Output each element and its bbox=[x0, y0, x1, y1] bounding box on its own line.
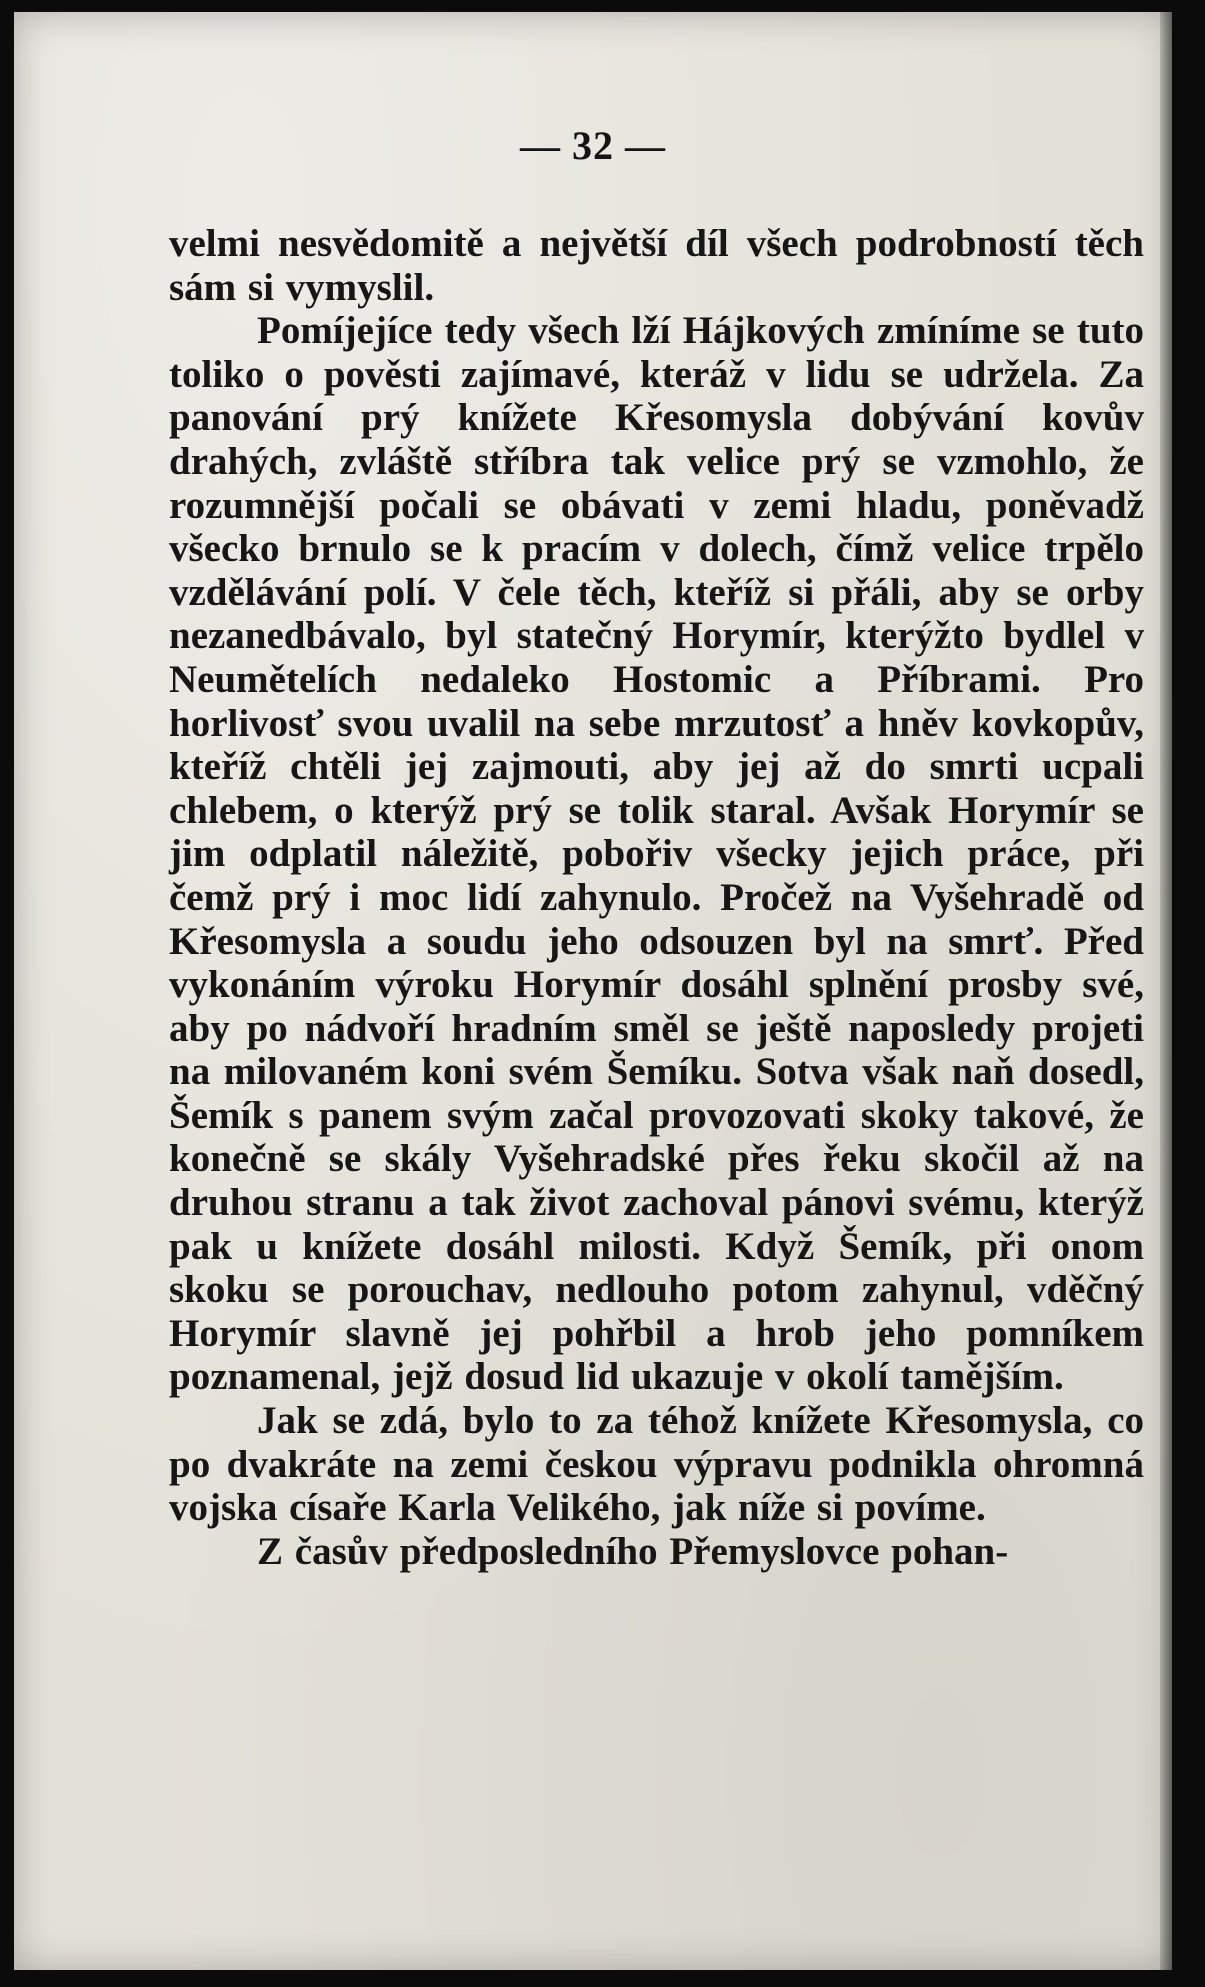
page-edge-shadow bbox=[1160, 12, 1172, 1970]
book-page bbox=[14, 12, 1172, 1970]
paragraph-3: Jak se zdá, bylo to za téhož knížete Křesomysla, co po dvakráte na zemi českou výpravu podnikla ohromná vojska císaře Karla Velikého, jak níže si povíme. bbox=[169, 1399, 1144, 1530]
body-text bbox=[169, 222, 1144, 1573]
paragraph-4: Z časův předposledního Přemyslovce pohan- bbox=[257, 1529, 1009, 1573]
page-number: — 32 — bbox=[520, 123, 666, 168]
paragraph-2: Pomíjejíce tedy všech lží Hájkových zmíníme se tuto toliko o pověsti zajímavé, kteráž v lidu se udržela. Za panování prý knížete Křesomysla dobývání kovův drahých, zvláště stříbra tak velice prý se vzmohlo, že rozumnější počali se obávati v zemi hladu, poněvadž všecko brnulo se k pracím v dolech, čímž velice trpělo vzdělávání polí. V čele těch, kteříž si přáli, aby se orby nezanedbávalo, byl statečný Horymír, kterýžto bydlel v Neumětelích nedaleko Hostomic a Příbrami. Pro horlivosť svou uvalil na sebe mrzutosť a hněv kovkopův, kteříž chtěli jej zajmouti, aby jej až do smrti ucpali chlebem, o kterýž prý se tolik staral. Avšak Horymír se jim odplatil náležitě, pobořiv všecky jejich práce, při čemž prý i moc lidí zahynulo. Pročež na Vyšehradě od Křesomysla a soudu jeho odsouzen byl na smrť. Před vykonáním výroku Horymír dosáhl splnění prosby své, aby po nádvoří hradním směl se ještě naposledy projeti na milovaném koni svém Šemíku. Sotva však naň dosedl, Šemík s panem svým začal provozovati skoky takové, že konečně se skály Vyšehradské přes řeku skočil až na druhou stranu a tak život zachoval pánovi svému, kterýž pak u knížete dosáhl milosti. Když Šemík, při onom skoku se porouchav, nedlouho potom zahynul, vděčný Horymír slavně jej pohřbil a hrob jeho pomníkem poznamenal, jejž dosud lid ukazuje v okolí tamějším. bbox=[169, 309, 1144, 1399]
paragraph-1: velmi nesvědomitě a největší díl všech podrobností těch sám si vymyslil. bbox=[169, 222, 1144, 309]
